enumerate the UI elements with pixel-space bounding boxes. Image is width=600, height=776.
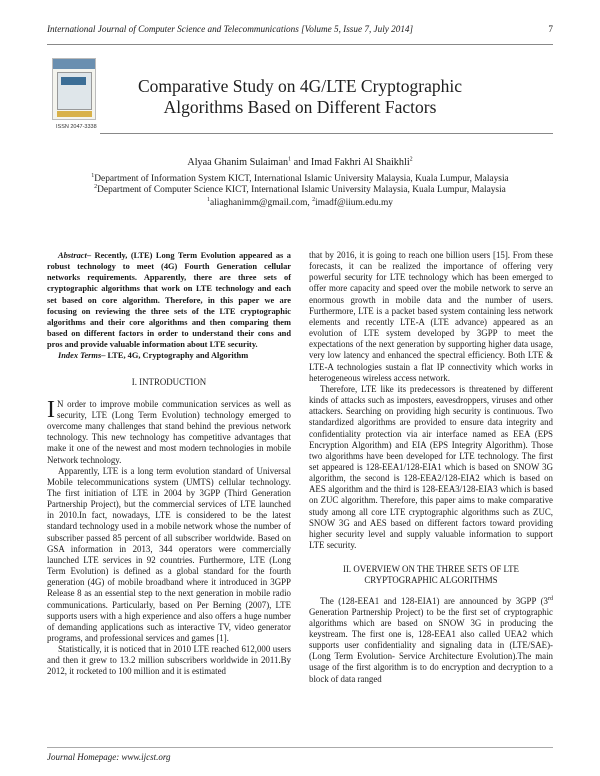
title-line-2: Algorithms Based on Different Factors xyxy=(163,97,437,117)
section-heading-introduction: I. INTRODUCTION xyxy=(131,376,207,387)
affiliation-2: $^2$Department of Computer Science KICT, International Islamic University Malaysia, Kuala Lumpur, Malaysia xyxy=(94,183,506,195)
issn-label: ISSN 2047-3338 xyxy=(56,124,97,130)
header-rule xyxy=(47,44,553,45)
footer-rule xyxy=(47,747,553,748)
intro-paragraph-1: I N order to improve mobile communication services as well as security, LTE (Long Term Evolution) technology emerged to overcome many challenges that stand behind the previous network technology. This new technology has competitive advantages that make it one of the newest and most modern technologies in mobile Network technology. xyxy=(47,396,291,465)
index-terms: Index Terms– LTE, 4G, Cryptography and Algorithm xyxy=(58,351,249,361)
author-1: Alyaa Ghanim Sulaiman xyxy=(187,157,289,168)
intro-paragraph-4: that by 2016, it is going to reach one billion users [15]. From these forecasts, it can be realized the importance of offering very powerful security for LTE technology which has been emerged to offer more capacity and speed over the mobile network to serve an enormous growth in mobile data and the number of users. Furthermore, LTE is a packet based system containing less network elements and recently LTE-A (LTE advance) appeared as an evolution of LTE system developed by 3GPP to meet the expectations of the next generation by supporting higher data usage, very low latency and enhanced the spectral efficiency. Both LTE & LTE-A technologies sustain a flat IP connectivity which works in heterogeneous wireless access network. xyxy=(309,250,553,383)
author-line: Alyaa Ghanim Sulaiman$^1$ and Imad Fakhri Al Shaikhli$^2$ xyxy=(187,156,413,168)
journal-cover-image xyxy=(52,58,96,120)
section-heading-overview: II. OVERVIEW ON THE THREE SETS OF LTE CRYPTOGRAPHIC ALGORITHMS xyxy=(343,564,519,586)
overview-paragraph-1: The (128-EEA1 and 128-EIA1) are announced by 3GPP (3rd Generation Partnership Project) to be the first set of cryptographic algorithms which are based on SNOW 3G in producing the keystream. The first one is, 128-EEA1 also called UEA2 which supports user confidentiality and signaling data in (LTE/SAE)-(Long Term Evolution- Service Architecture Evolution).The main usage of the first algorithm is to do encryption and decryption to a block of data ranged xyxy=(309,595,553,684)
intro-paragraph-3: Statistically, it is noticed that in 2010 LTE reached 612,000 users and then it grew to 13.2 million subscribers worldwide in 2011.By 2012, it rocketed to 100 million and it is estimated xyxy=(47,644,291,677)
right-column xyxy=(309,250,553,685)
abstract: Abstract– Recently, (LTE) Long Term Evolution appeared as a robust technology to meet (4G) Fourth Generation cellular networks requirements. Apparently, there are three sets of cryptographic algorithms that work on LTE technology and each set based on core algorithm. Therefore, in this paper we are focusing on reviewing the three sets of the LTE cryptographic algorithms and their core algorithms and then comparing them based on different factors in order to understand their cons and pros and provide valuable information about LTE security. xyxy=(47,251,291,350)
drop-cap: I xyxy=(47,396,55,423)
left-column xyxy=(47,250,291,678)
email-2: imadf@iium.edu.my xyxy=(315,198,393,208)
affiliation-1: $^1$Department of Information System KICT, International Islamic University Malaysia, Kuala Lumpur, Malaysia xyxy=(91,172,509,184)
intro-paragraph-2: Apparently, LTE is a long term evolution standard of Universal Mobile telecommunications system (UMTS) cellular technology. The first initiation of LTE in 2004 by 3GPP (Third Generation Partnership Project), but the commercial services of LTE launched in 2010.In fact, nowadays, LTE is considered to be the latest standard technology used in a mobile network whose the number of subscriber passed 85 percent of all subscriber worldwide. Based on GSA information in 2013, 344 operators were commercially launched LTE services in 92 countries. Furthermore, LTE (Long Term Evolution) is defined as a global standard for the fourth generation (4G) of mobile broadband where it introduced in 3GPP Release 8 as an essential step to the next generation in mobile radio communications. Particularly, based on Per Berning (2007), LTE supports users with a high experience and also offers a huge number of demanding applications such as interactive TV, video generator programs, and professional services and games [1]. xyxy=(47,465,291,643)
journal-homepage: Journal Homepage: www.ijcst.org xyxy=(47,752,171,762)
title-line-1: Comparative Study on 4G/LTE Cryptographic xyxy=(137,76,463,96)
running-header xyxy=(47,24,553,34)
paper-title xyxy=(100,76,500,118)
page-number: 7 xyxy=(548,24,553,34)
author-emails: $^1$aliaghanimm@gmail.com, $^2$imadf@iium.edu.my xyxy=(206,196,393,208)
email-1: aliaghanimm@gmail.com, xyxy=(209,198,313,208)
title-rule xyxy=(100,133,553,134)
homepage-link[interactable]: www.ijcst.org xyxy=(121,752,171,762)
intro-paragraph-5: Therefore, LTE like its predecessors is threatened by different kinds of attacks such as imposters, eavesdroppers, viruses and other attackers. Searching on providing high security is continuous. Two standardized algorithms are provided to ensure data integrity and confidentiality protection via air interface named as EEA (EPS Encryption Algorithm) and EIA (EPS Integrity Algorithm). Those two algorithms have been developed for LTE technology. The first set appeared is 128-EEA1/128-EIA1 which is based on SNOW 3G algorithm, the second is 128-EEA2/128-EIA2 which is based on AES algorithm and the third is 128-EEA3/128-EIA3 which is based on ZUC algorithm. Therefore, this paper aims to make comparative study among all core LTE cryptographic algorithms such as ZUC, SNOW 3G and AES based on different factors toward providing higher security level and supply valuable information to support LTE security. xyxy=(309,383,553,551)
journal-line: International Journal of Computer Science and Telecommunications [Volume 5, Issue 7, July 2014] xyxy=(47,24,414,34)
author-2: Imad Fakhri Al Shaikhli xyxy=(310,157,410,168)
